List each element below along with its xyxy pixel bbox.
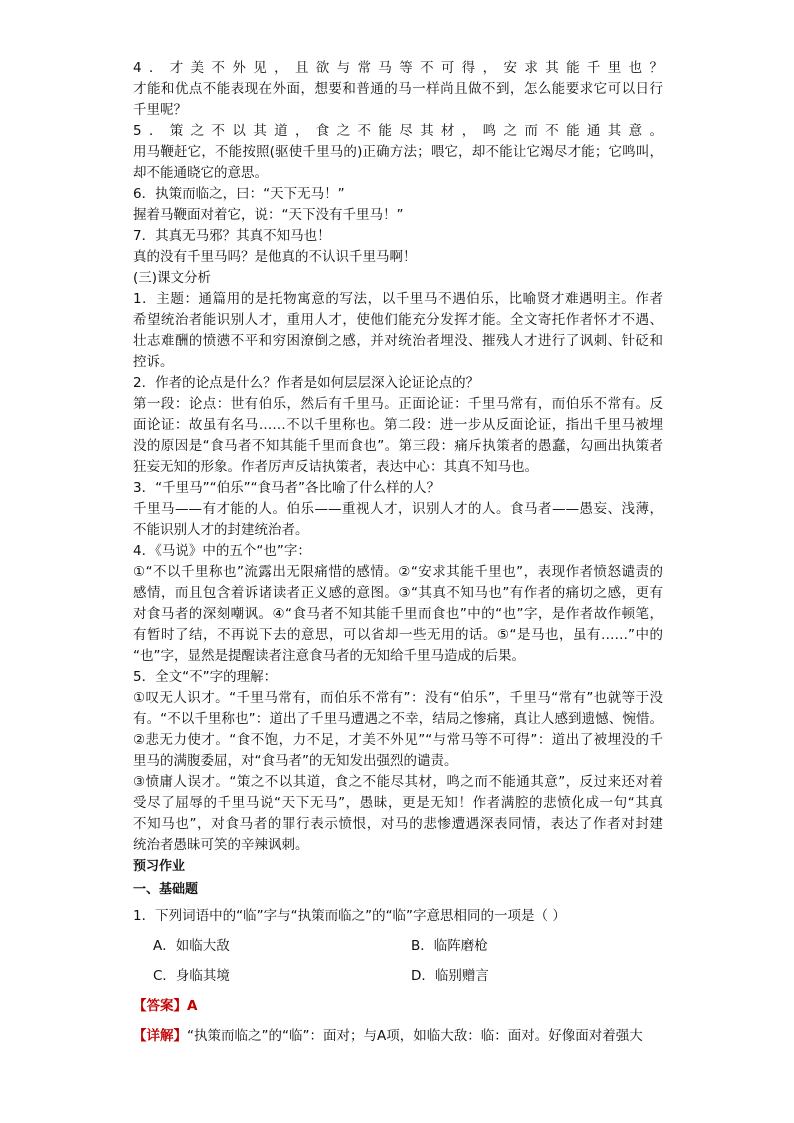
text-line: 4．《马说》中的五个“也”字： (133, 543, 311, 559)
text-line: 千里呢？ (133, 102, 187, 118)
option-c: C．身临其境 (153, 968, 230, 984)
option-d: D．临别赠言 (411, 968, 489, 984)
text-line: 才能和优点不能表现在外面，想要和普通的马一样尚且做不到，怎么能要求它可以日行 (133, 81, 663, 97)
text-line: 3．“千里马”“伯乐”“食马者”各比喻了什么样的人？ (133, 480, 441, 496)
answer-line (133, 991, 663, 1021)
text-line: 面论证：故虽有名马……不以千里称也。第二段：进一步从反面论证，指出千里马被埋 (133, 417, 663, 433)
text-line: 真的没有千里马吗？是他真的不认识千里马啊！ (133, 249, 417, 265)
text-line: 对食马者的深刻嘲讽。④“食马者不知其能千里而食也”中的“也”字，是作者故作顿笔， (133, 606, 663, 622)
text-line: 千里马——有才能的人。伯乐——重视人才，识别人才的人。食马者——愚妄、浅薄， (133, 501, 663, 517)
document-body (133, 58, 663, 1051)
text-line: 统治者愚昧可笑的辛辣讽刺。 (133, 837, 309, 853)
section-title: 预习作业 (133, 859, 186, 874)
text-line: 第一段：论点：世有伯乐，然后有千里马。正面论证：千里马常有，而伯乐不常有。反 (133, 396, 663, 412)
text-line: 4．才美不外见，且欲与常马等不可得，安求其能千里也？ (133, 60, 663, 76)
text-line: “也”字，显然是提醒读者注意食马者的无知给千里马造成的后果。 (133, 648, 525, 664)
text-line: 控诉。 (133, 354, 174, 370)
answer-tag: 【答案】 (133, 998, 187, 1014)
text-line: ①“不以千里称也”流露出无限痛惜的感情。②“安求其能千里也”，表现作者愤怒谴责的 (133, 564, 663, 580)
text-line: 希望统治者能识别人才，重用人才，使他们能充分发挥才能。全文寄托作者怀才不遇、 (133, 312, 663, 328)
detail-text: “执策而临之”的“临”：面对；与A项，如临大敌：临：面对。好像面对着强大 (187, 1028, 643, 1044)
text-line: 7．其真无马邪？其真不知马也！ (133, 228, 331, 244)
text-block (133, 58, 663, 856)
answer-value: A (187, 998, 198, 1014)
option-a: A．如临大敌 (153, 938, 230, 954)
text-line: 握着马鞭面对着它，说：“天下没有千里马！” (133, 207, 404, 223)
option-b: B．临阵磨枪 (411, 938, 488, 954)
text-line: 2．作者的论点是什么？作者是如何层层深入论证论点的？ (133, 375, 480, 391)
detail-tag: 【详解】 (133, 1028, 187, 1044)
text-line: (三)课文分析 (133, 270, 212, 286)
text-line: 1．主题：通篇用的是托物寓意的写法，以千里马不遇伯乐，比喻贤才难遇明主。作者 (133, 291, 663, 307)
text-line: 有。“不以千里称也”：道出了千里马遭遇之不幸，结局之惨痛，真让人感到遗憾、惋惜。 (133, 711, 663, 727)
text-line: 没的原因是“食马者不知其能千里而食也”。第三段：痛斥执策者的愚蠢，勾画出执策者 (133, 438, 663, 454)
options-row-1 (133, 931, 663, 961)
text-line: 不能识别人才的封建统治者。 (133, 522, 309, 538)
text-line: 有暂时了结，不再说下去的意思，可以省却一些无用的话。⑤“是马也，虽有……”中的 (133, 627, 663, 643)
text-line: 受尽了屈辱的千里马说“天下无马”，愚昧，更是无知！作者满腔的悲愤化成一句“其真 (133, 795, 663, 811)
text-line: 用马鞭赶它，不能按照(驱使千里马的)正确方法；喂它，却不能让它竭尽才能；它鸣叫， (133, 144, 663, 160)
text-line: 壮志难酬的愤懑不平和穷困潦倒之感，并对统治者埋没、摧残人才进行了讽刺、针砭和 (133, 333, 663, 349)
text-line: 不知马也”，对食马者的罪行表示愤恨，对马的悲惨遭遇深表同情，表达了作者对封建 (133, 816, 663, 832)
detail-line (133, 1021, 663, 1051)
text-line: 感情，而且包含着诉诸读者正义感的意图。③“其真不知马也”有作者的痛切之感，更有 (133, 585, 663, 601)
text-line: 5．全文“不”字的理解： (133, 669, 278, 685)
text-line: ②悲无力使才。“食不饱，力不足，才美不外见”“与常马等不可得”：道出了被埋没的千 (133, 732, 663, 748)
text-line: ①叹无人识才。“千里马常有，而伯乐不常有”：没有“伯乐”，千里马“常有”也就等于没 (133, 690, 663, 706)
text-line: 里马的满腹委屈，对“食马者”的无知发出强烈的谴责。 (133, 753, 458, 769)
text-line: ③愤庸人误才。“策之不以其道，食之不能尽其材，鸣之而不能通其意”，反过来还对着 (133, 774, 663, 790)
text-line: 6．执策而临之，曰：“天下无马！” (133, 186, 345, 202)
text-line: 5．策之不以其道，食之不能尽其材，鸣之而不能通其意。 (133, 123, 663, 139)
subsection-title: 一、基础题 (133, 882, 199, 897)
question-text: 1．下列词语中的“临”字与“执策而临之”的“临”字意思相同的一项是（ ） (133, 908, 566, 924)
text-line: 狂妄无知的形象。作者厉声反诘执策者，表达中心：其真不知马也。 (133, 459, 538, 475)
options-row-2 (133, 961, 663, 991)
text-line: 却不能通晓它的意思。 (133, 165, 268, 181)
